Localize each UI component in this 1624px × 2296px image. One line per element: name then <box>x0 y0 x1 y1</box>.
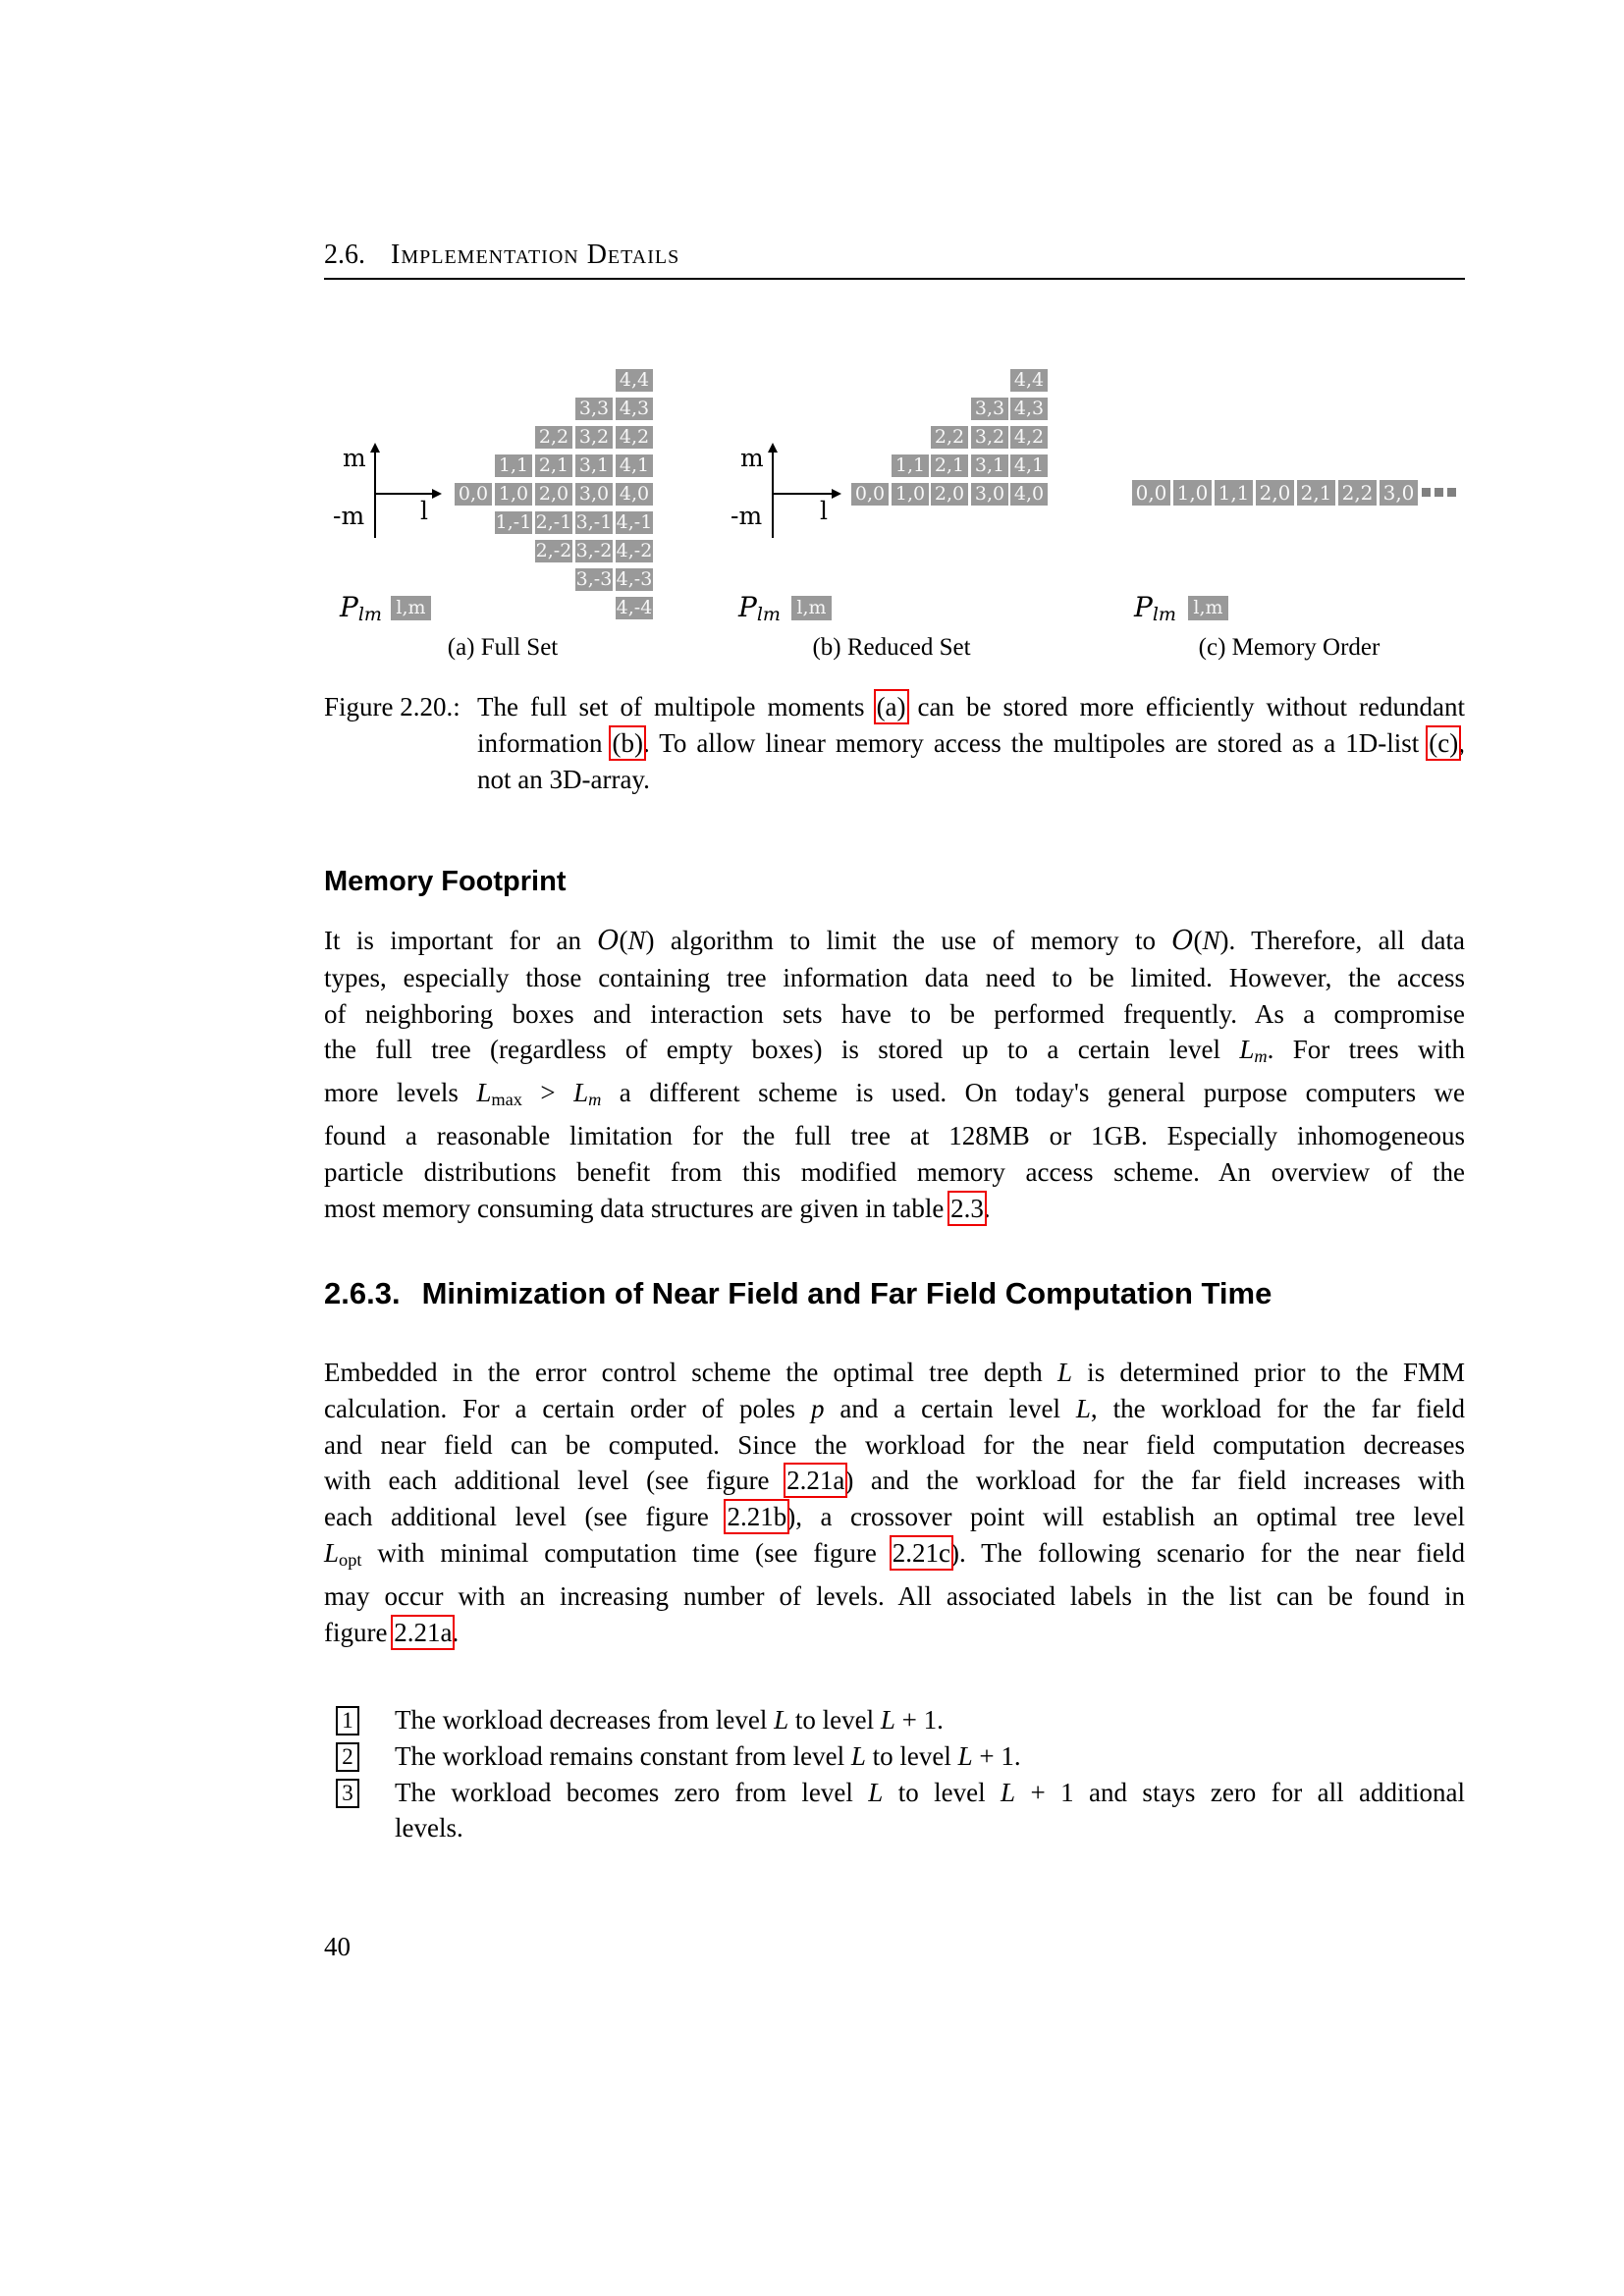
text-line <box>324 1032 1465 1075</box>
text-segment: more levels <box>324 1078 477 1108</box>
text-line <box>324 960 1465 996</box>
text-line <box>395 1702 1465 1738</box>
text-segment: with minimal computation time (see figure <box>361 1537 893 1568</box>
moment-cell-1,1: 1,1 <box>892 454 929 477</box>
text-line <box>324 1391 1465 1427</box>
text-segment: calculation. For a certain order of poles <box>324 1393 811 1423</box>
item-number-box: 2 <box>336 1742 359 1772</box>
text-segment: and a certain level <box>824 1393 1076 1423</box>
text-line <box>324 1463 1465 1499</box>
moment-cell-4,3: 4,3 <box>1010 398 1048 420</box>
paragraph-memory-footprint <box>324 923 1465 1226</box>
text-segment: L <box>774 1705 789 1735</box>
text-segment: Embedded in the error control scheme the optimal tree depth <box>324 1358 1057 1387</box>
moment-cell-3,0: 3,0 <box>575 483 613 506</box>
cross-reference-link[interactable]: (b) <box>612 727 643 758</box>
text-segment: m <box>588 1090 602 1110</box>
item-number-box: 3 <box>336 1779 359 1808</box>
memory-cell-1,0: 1,0 <box>1173 480 1212 506</box>
text-segment: N <box>627 926 646 955</box>
text-line <box>324 1535 1465 1578</box>
moment-cell-4,3: 4,3 <box>616 398 653 420</box>
text-segment: can be stored more efficiently without redundant <box>905 692 1465 721</box>
plm-symbol <box>340 591 382 625</box>
text-line <box>324 1075 1465 1118</box>
text-segment: It is important for an <box>324 926 598 955</box>
axis-label-l: l <box>820 497 828 525</box>
moment-cell-2,0: 2,0 <box>931 483 968 506</box>
moment-cell-3,-3: 3,-3 <box>575 568 613 590</box>
text-segment: L <box>1075 1393 1091 1423</box>
text-segment: opt <box>339 1550 362 1571</box>
section-number: 2.6. <box>324 240 365 270</box>
text-segment: , <box>1458 727 1465 758</box>
text-segment: . For trees with <box>1267 1035 1465 1065</box>
text-line <box>477 725 1465 762</box>
text-segment: L <box>880 1705 895 1735</box>
memory-cell-2,2: 2,2 <box>1338 480 1377 506</box>
text-segment: each additional level (see figure <box>324 1502 728 1532</box>
text-segment: and near field can be computed. Since the workload for the near field computation decreases <box>324 1429 1465 1460</box>
text-segment: the full tree (regardless of empty boxes) is stored up to a certain level <box>324 1035 1240 1065</box>
text-segment: may occur with an increasing number of levels. All associated labels in the list can be found in <box>324 1580 1465 1611</box>
text-segment: L <box>476 1078 492 1108</box>
text-segment: most memory consuming data structures are given in table <box>324 1193 951 1223</box>
text-line <box>324 1499 1465 1535</box>
y-axis-arrow-icon <box>370 443 380 453</box>
text-segment: . To allow linear memory access the multipoles are stored as a 1D-list <box>642 727 1430 758</box>
text-segment: information <box>477 727 613 758</box>
plm-subscript: lm <box>1152 604 1176 626</box>
section-heading-number: 2.6.3. <box>324 1276 401 1310</box>
plm-symbol <box>1134 591 1176 625</box>
text-segment: L <box>1239 1035 1255 1065</box>
text-segment: levels. <box>395 1813 463 1843</box>
axis-label-m: m <box>343 444 366 472</box>
item-number-box: 1 <box>336 1706 359 1735</box>
moment-cell-3,1: 3,1 <box>971 454 1008 477</box>
text-line <box>477 762 1465 798</box>
text-segment: to level <box>883 1777 1001 1807</box>
moment-cell-2,-2: 2,-2 <box>535 540 572 561</box>
list-item <box>324 1775 1465 1847</box>
plm-base: P <box>1134 591 1153 623</box>
text-line <box>324 923 1465 960</box>
ellipsis-dot-icon <box>1435 488 1443 497</box>
list-item <box>324 1738 1465 1775</box>
moment-cell-1,-1: 1,-1 <box>495 511 532 533</box>
figure-caption <box>324 689 1465 797</box>
cross-reference-link[interactable]: 2.21a <box>394 1617 453 1647</box>
text-line <box>477 689 1465 725</box>
cross-reference-link[interactable]: 2.21a <box>786 1466 845 1496</box>
text-segment: O <box>1171 926 1194 956</box>
text-line <box>324 1578 1465 1615</box>
text-line <box>324 1615 1465 1651</box>
moment-cell-4,1: 4,1 <box>1010 454 1048 477</box>
section-heading-title: Minimization of Near Field and Far Field Computation Time <box>421 1276 1272 1310</box>
moment-cell-4,-1: 4,-1 <box>616 511 653 533</box>
plm-legend-box: l,m <box>791 596 832 620</box>
text-segment: , the workload for the far field <box>1090 1393 1465 1423</box>
cross-reference-link[interactable]: (a) <box>876 692 906 721</box>
moment-cell-4,2: 4,2 <box>1010 426 1048 449</box>
text-segment: ). The following scenario for the near field <box>950 1537 1465 1568</box>
plm-subscript: lm <box>756 604 781 626</box>
moment-cell-1,0: 1,0 <box>892 483 929 506</box>
text-line <box>324 1154 1465 1191</box>
text-segment: ( <box>1193 926 1203 955</box>
text-line <box>395 1810 1465 1846</box>
text-segment: L <box>1056 1358 1073 1387</box>
axis-label-neg-m: -m <box>731 502 763 530</box>
moment-cell-4,4: 4,4 <box>616 369 653 392</box>
moment-cell-2,1: 2,1 <box>931 454 968 477</box>
page-number: 40 <box>324 1932 351 1961</box>
subfigure-a-caption: (a) Full Set <box>447 634 559 661</box>
moment-cell-2,2: 2,2 <box>535 426 572 449</box>
text-segment: N <box>1202 926 1220 955</box>
ellipsis-dot-icon <box>1422 488 1431 497</box>
figure-caption-text <box>477 689 1465 797</box>
plm-legend-box: l,m <box>1188 596 1228 620</box>
text-segment: ( <box>619 926 628 955</box>
text-segment: The workload remains constant from level <box>395 1740 851 1771</box>
text-segment: > <box>521 1078 574 1108</box>
text-segment: + 1. <box>894 1705 944 1735</box>
header-rule <box>324 278 1465 280</box>
y-axis-line <box>374 452 376 538</box>
axis-label-neg-m: -m <box>333 502 365 530</box>
moment-cell-1,1: 1,1 <box>495 454 532 477</box>
moment-cell-3,3: 3,3 <box>971 398 1008 420</box>
moment-cell-0,0: 0,0 <box>851 483 889 506</box>
x-axis-arrow-icon <box>832 489 841 499</box>
text-segment: max <box>491 1090 522 1110</box>
text-segment: ). Therefore, all data <box>1219 926 1465 955</box>
text-segment: + 1 and stays zero for all additional <box>1015 1777 1465 1807</box>
subfigure-b-caption: (b) Reduced Set <box>812 634 971 661</box>
memory-cell-1,1: 1,1 <box>1215 480 1253 506</box>
moment-cell-4,0: 4,0 <box>1010 483 1048 506</box>
text-segment: ) and the workload for the far field increases with <box>844 1466 1465 1496</box>
x-axis-line <box>375 493 432 495</box>
text-segment: The workload becomes zero from level <box>395 1777 869 1807</box>
moment-cell-4,-3: 4,-3 <box>616 568 653 590</box>
moment-cell-4,1: 4,1 <box>616 454 653 477</box>
moment-cell-2,-1: 2,-1 <box>535 511 572 533</box>
plm-subscript: lm <box>357 604 382 626</box>
text-segment: L <box>1001 1777 1016 1807</box>
plm-base: P <box>738 591 757 623</box>
moment-cell-4,0: 4,0 <box>616 483 653 506</box>
moment-cell-4,-4: 4,-4 <box>616 597 653 618</box>
text-segment: of neighboring boxes and interaction sets have to be performed frequently. As a compromise <box>324 998 1465 1029</box>
text-segment: figure <box>324 1617 395 1647</box>
text-segment: m <box>1254 1046 1268 1067</box>
y-axis-line <box>772 452 774 538</box>
x-axis-line <box>773 493 832 495</box>
cross-reference-link[interactable]: 2.21c <box>892 1537 951 1568</box>
moment-cell-4,-2: 4,-2 <box>616 540 653 561</box>
text-segment: types, especially those containing tree information data need to be limited. However, the access <box>324 962 1465 992</box>
text-segment: . <box>983 1193 991 1223</box>
text-line <box>324 1355 1465 1391</box>
moment-cell-2,1: 2,1 <box>535 454 572 477</box>
cross-reference-link[interactable]: 2.3 <box>950 1193 984 1223</box>
text-segment: L <box>868 1777 884 1807</box>
section-heading <box>324 1276 1272 1311</box>
plm-legend-box: l,m <box>391 596 431 620</box>
scenario-list <box>324 1702 1465 1846</box>
text-segment: a different scheme is used. On today's general purpose computers we <box>601 1078 1465 1108</box>
text-segment: ), a crossover point will establish an optimal tree level <box>786 1502 1465 1532</box>
text-segment: L <box>850 1740 866 1771</box>
text-segment: p <box>810 1393 825 1423</box>
x-axis-arrow-icon <box>432 489 442 499</box>
text-segment: to level <box>788 1705 881 1735</box>
text-line <box>395 1775 1465 1811</box>
text-segment: The full set of multipole moments <box>477 692 877 721</box>
moment-cell-3,2: 3,2 <box>575 426 613 449</box>
paragraph-minimization <box>324 1355 1465 1650</box>
ellipsis-dot-icon <box>1447 488 1456 497</box>
memory-cell-2,0: 2,0 <box>1256 480 1294 506</box>
text-segment: The workload decreases from level <box>395 1705 775 1735</box>
plm-base: P <box>340 591 358 623</box>
moment-cell-2,0: 2,0 <box>535 483 572 506</box>
text-segment: found a reasonable limitation for the full tree at 128MB or 1GB. Especially inhomogeneous <box>324 1121 1465 1151</box>
text-segment: to level <box>865 1740 958 1771</box>
moment-cell-0,0: 0,0 <box>455 483 492 506</box>
moment-cell-3,0: 3,0 <box>971 483 1008 506</box>
text-line <box>324 1427 1465 1464</box>
list-item <box>324 1702 1465 1738</box>
text-segment: not an 3D-array. <box>477 764 650 794</box>
figure-caption-label: Figure 2.20.: <box>324 692 460 721</box>
moment-cell-3,3: 3,3 <box>575 398 613 420</box>
text-segment: particle distributions benefit from this modified memory access scheme. An overview of the <box>324 1156 1465 1187</box>
y-axis-arrow-icon <box>768 443 778 453</box>
memory-cell-0,0: 0,0 <box>1132 480 1170 506</box>
axis-label-m: m <box>740 444 764 472</box>
text-segment: O <box>597 926 620 956</box>
subsection-heading: Memory Footprint <box>324 866 567 897</box>
text-segment: L <box>957 1740 973 1771</box>
subfigure-c-caption: (c) Memory Order <box>1198 634 1380 661</box>
moment-cell-4,4: 4,4 <box>1010 369 1048 392</box>
memory-cell-2,1: 2,1 <box>1297 480 1335 506</box>
moment-cell-1,0: 1,0 <box>495 483 532 506</box>
cross-reference-link[interactable]: 2.21b <box>727 1502 787 1532</box>
moment-cell-3,2: 3,2 <box>971 426 1008 449</box>
text-segment: . <box>452 1617 460 1647</box>
text-line <box>324 996 1465 1033</box>
moment-cell-3,-2: 3,-2 <box>575 540 613 561</box>
moment-cell-3,-1: 3,-1 <box>575 511 613 533</box>
cross-reference-link[interactable]: (c) <box>1429 727 1459 758</box>
text-line <box>324 1191 1465 1227</box>
text-segment: with each additional level (see figure <box>324 1466 787 1496</box>
moment-cell-4,2: 4,2 <box>616 426 653 449</box>
section-title: Implementation Details <box>391 240 680 270</box>
memory-cell-3,0: 3,0 <box>1380 480 1418 506</box>
text-line <box>395 1738 1465 1775</box>
text-segment: ) algorithm to limit the use of memory to <box>645 926 1172 955</box>
running-head <box>324 240 679 271</box>
text-segment: + 1. <box>972 1740 1021 1771</box>
moment-cell-2,2: 2,2 <box>931 426 968 449</box>
text-segment: L <box>573 1078 589 1108</box>
text-segment: L <box>324 1537 340 1568</box>
text-line <box>324 1118 1465 1154</box>
moment-cell-3,1: 3,1 <box>575 454 613 477</box>
plm-symbol <box>738 591 781 625</box>
axis-label-l: l <box>420 497 428 525</box>
text-segment: is determined prior to the FMM <box>1072 1358 1465 1387</box>
